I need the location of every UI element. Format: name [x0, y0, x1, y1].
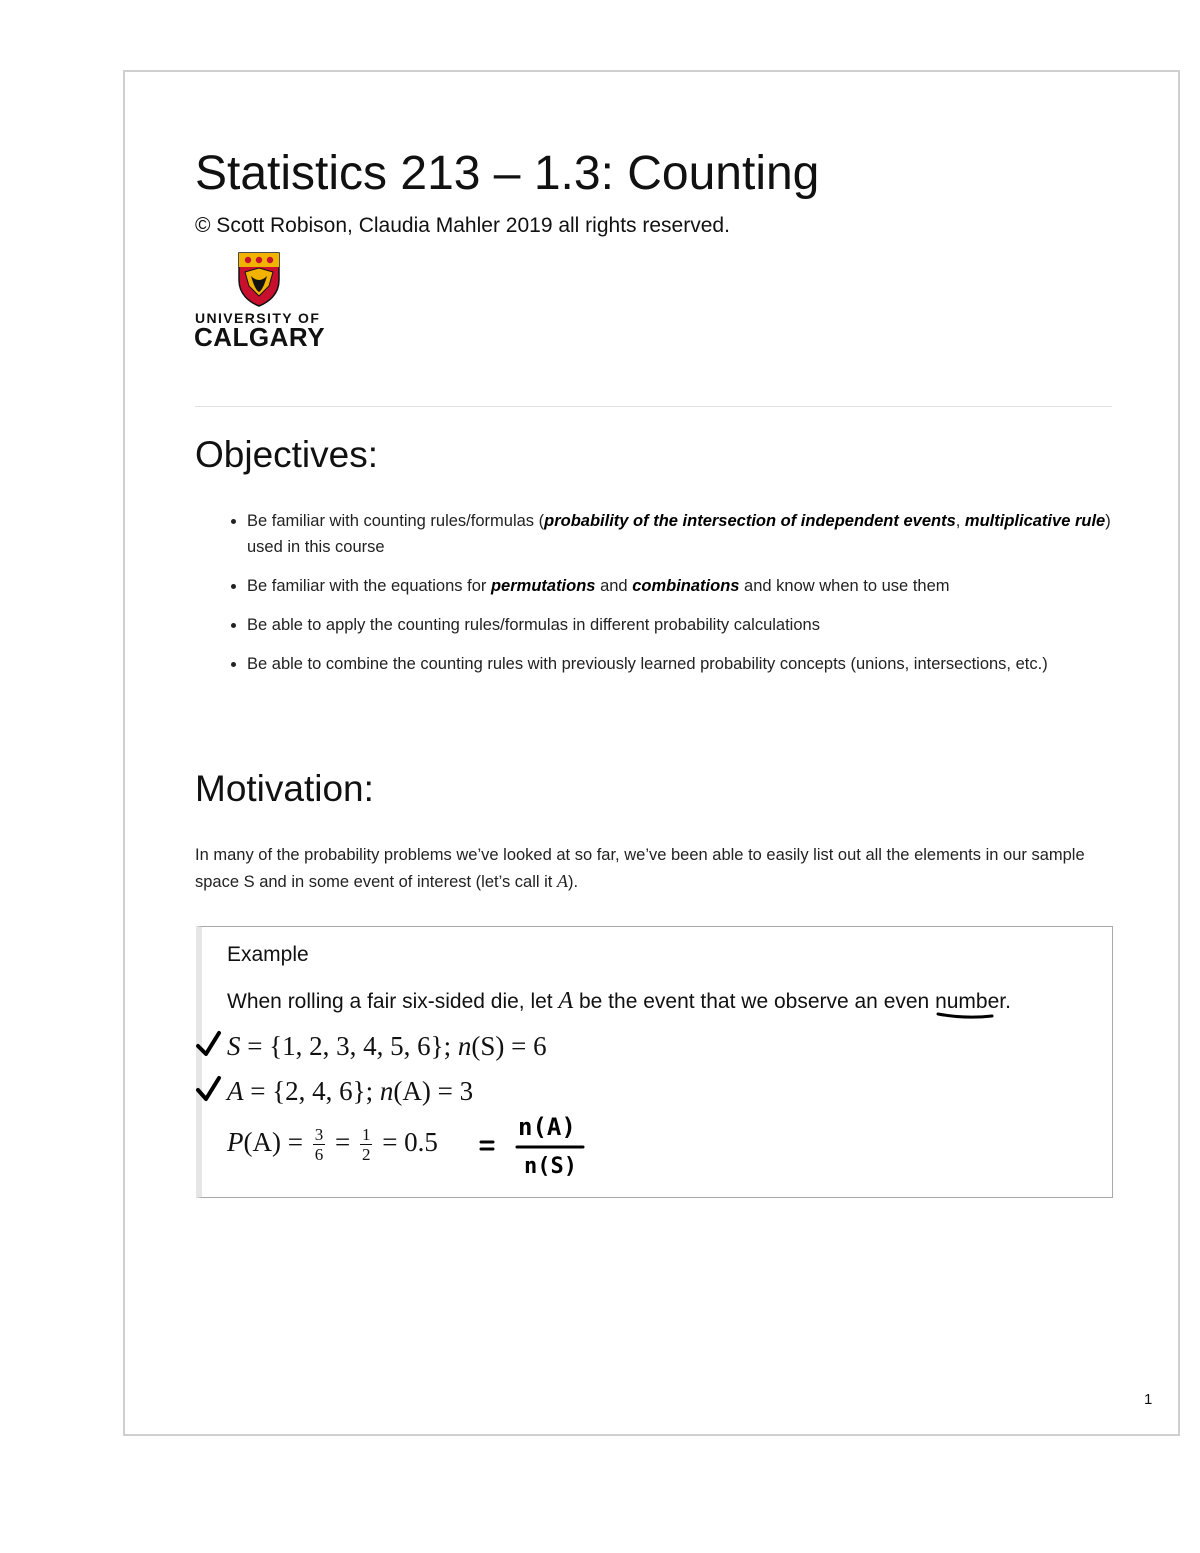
- math-text: = 3: [430, 1076, 474, 1106]
- fraction-denominator: 2: [361, 1145, 371, 1165]
- math-text: =: [328, 1127, 357, 1157]
- math-text: =: [280, 1127, 310, 1157]
- objective-text: and: [595, 577, 633, 595]
- objective-text: Be familiar with the equations for: [247, 577, 491, 595]
- math-text: = 0.5: [375, 1127, 438, 1157]
- math-text: = 6: [504, 1031, 547, 1061]
- logo-text-line2: CALGARY: [194, 322, 326, 352]
- objective-text: and know when to use them: [739, 577, 950, 595]
- statement-text: When rolling a fair six-sided die, let: [227, 990, 559, 1013]
- objective-emphasis: permutations: [490, 577, 596, 595]
- objective-emphasis: multiplicative rule: [964, 512, 1106, 530]
- math-symbol: P: [227, 1127, 244, 1157]
- handwritten-numerator: n(A): [518, 1113, 576, 1141]
- motivation-text: In many of the probability problems we’ve looked at so far, we’ve been able to easily list out all the elements in our sample space S and in some event of interest (let’s call it: [195, 846, 1085, 891]
- example-title: Example: [227, 943, 309, 966]
- checkmark-icon: [198, 1078, 219, 1099]
- fraction-numerator: 3: [314, 1125, 324, 1145]
- math-text: (A): [393, 1076, 431, 1106]
- objective-text: ,: [955, 512, 965, 530]
- objective-emphasis: probability of the intersection of independent events: [544, 512, 956, 530]
- fraction-numerator: 1: [361, 1125, 371, 1145]
- event-variable: A: [558, 988, 574, 1014]
- copyright-notice: © Scott Robison, Claudia Mahler 2019 all rights reserved.: [195, 214, 730, 237]
- underline-mark: [938, 1014, 992, 1017]
- fraction-denominator: 6: [314, 1145, 324, 1165]
- statement-text: be the event that we observe an even number.: [573, 990, 1011, 1013]
- logo-text-line1: UNIVERSITY OF: [195, 310, 321, 326]
- math-text: (A): [243, 1127, 281, 1157]
- objectives-heading: Objectives:: [195, 434, 379, 475]
- page-number: 1: [1144, 1391, 1153, 1408]
- event-variable: A: [556, 871, 568, 891]
- motivation-heading: Motivation:: [195, 768, 374, 809]
- objective-emphasis: combinations: [632, 577, 740, 595]
- objective-text: Be able to apply the counting rules/formulas in different probability calculations: [247, 616, 820, 634]
- motivation-text: ).: [567, 873, 579, 891]
- math-symbol: n: [379, 1076, 394, 1106]
- math-text: (S): [471, 1031, 505, 1061]
- handwritten-denominator: n(S): [524, 1154, 577, 1179]
- objective-text: ) used in this course: [247, 512, 1111, 556]
- math-symbol: n: [457, 1031, 472, 1061]
- document-title: Statistics 213 – 1.3: Counting: [195, 147, 820, 200]
- math-symbol: A: [227, 1076, 244, 1106]
- objective-text: Be able to combine the counting rules with previously learned probability concepts (unions, intersections, etc.): [247, 655, 1048, 673]
- objective-text: Be familiar with counting rules/formulas (: [247, 512, 545, 530]
- handwritten-equals: [481, 1142, 493, 1149]
- checkmark-icon: [198, 1033, 219, 1054]
- math-text: = {1, 2, 3, 4, 5, 6};: [240, 1031, 458, 1061]
- math-text: = {2, 4, 6};: [243, 1076, 380, 1106]
- math-symbol: S: [227, 1031, 241, 1061]
